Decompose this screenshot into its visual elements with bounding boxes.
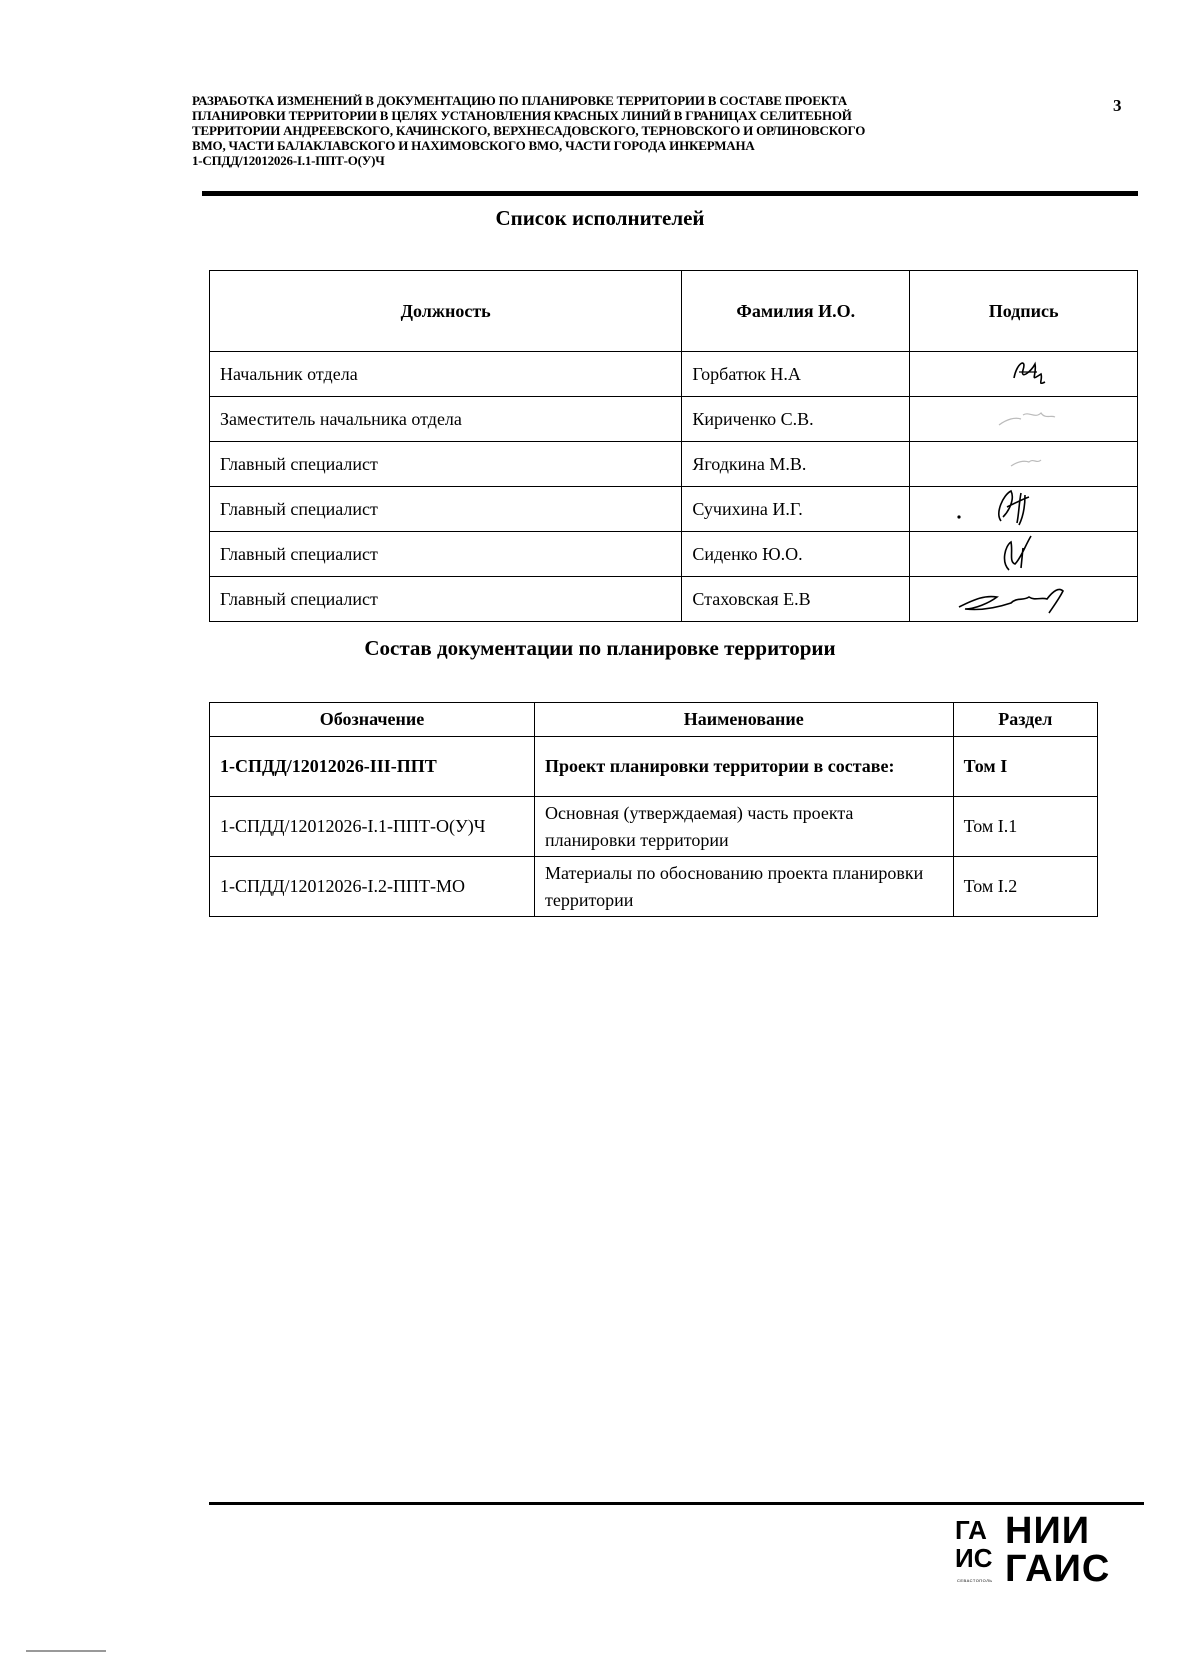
table-row	[210, 532, 1138, 577]
signature-cell	[910, 487, 1138, 532]
name-cell: Сучихина И.Г.	[682, 487, 910, 532]
position-cell: Начальник отдела	[210, 352, 682, 397]
column-header: Подпись	[910, 271, 1138, 352]
table-row	[210, 797, 1098, 857]
name-cell: Горбатюк Н.А	[682, 352, 910, 397]
logo-line: НИИ	[1005, 1510, 1091, 1552]
position-cell: Главный специалист	[210, 532, 682, 577]
title-cell: Основная (утверждаемая) часть проекта планировки территории	[535, 797, 954, 857]
logo-mark-top: ГА	[955, 1515, 987, 1545]
header-divider	[202, 191, 1138, 196]
page-number: 3	[1113, 96, 1122, 115]
footer-divider	[209, 1502, 1144, 1505]
executors-title: Список исполнителей	[495, 206, 705, 230]
code-cell: 1-СПДД/12012026-I.2-ППТ-МО	[210, 857, 535, 917]
position-cell: Заместитель начальника отдела	[210, 397, 682, 442]
documentation-title: Состав документации по планировке территории	[364, 636, 836, 660]
position-cell: Главный специалист	[210, 442, 682, 487]
section-cell: Том I	[953, 737, 1097, 797]
column-header: Наименование	[535, 703, 954, 737]
code-cell: 1-СПДД/12012026-III-ППТ	[210, 737, 535, 797]
name-cell: Ягодкина М.В.	[682, 442, 910, 487]
name-cell: Кириченко С.В.	[682, 397, 910, 442]
table-row	[210, 487, 1138, 532]
header-line: РАЗРАБОТКА ИЗМЕНЕНИЙ В ДОКУМЕНТАЦИЮ ПО ПЛАНИРОВКЕ ТЕРРИТОРИИ В СОСТАВЕ ПРОЕКТА	[192, 93, 847, 108]
logo-mark	[955, 1516, 992, 1572]
signature-image	[919, 442, 1128, 481]
column-header: Фамилия И.О.	[682, 271, 910, 352]
document-header	[192, 93, 1072, 168]
logo-mark-bottom: ИС	[955, 1543, 993, 1573]
logo-line: ГАИС	[1005, 1548, 1111, 1590]
company-logo	[955, 1512, 1125, 1594]
logo-text	[1005, 1512, 1110, 1588]
section-cell: Том I.1	[953, 797, 1097, 857]
table-row	[210, 442, 1138, 487]
table-row	[210, 397, 1138, 442]
table-row	[210, 857, 1098, 917]
table-header-row	[210, 271, 1138, 352]
signature-image	[919, 352, 1128, 391]
signature-cell	[910, 442, 1138, 487]
title-cell: Проект планировки территории в составе:	[535, 737, 954, 797]
name-cell: Сиденко Ю.О.	[682, 532, 910, 577]
signature-cell	[910, 532, 1138, 577]
header-line: 1-СПДД/12012026-I.1-ППТ-О(У)Ч	[192, 153, 385, 168]
table-row	[210, 352, 1138, 397]
column-header: Раздел	[953, 703, 1097, 737]
table-row	[210, 577, 1138, 622]
section-cell: Том I.2	[953, 857, 1097, 917]
title-cell: Материалы по обоснованию проекта планировки территории	[535, 857, 954, 917]
header-line: ВМО, ЧАСТИ БАЛАКЛАВСКОГО И НАХИМОВСКОГО ВМО, ЧАСТИ ГОРОДА ИНКЕРМАНА	[192, 138, 755, 153]
signature-cell	[910, 397, 1138, 442]
column-header: Должность	[210, 271, 682, 352]
position-cell: Главный специалист	[210, 487, 682, 532]
signature-image	[919, 397, 1128, 436]
signature-image	[919, 487, 1128, 526]
column-header: Обозначение	[210, 703, 535, 737]
signature-cell	[910, 577, 1138, 622]
position-cell: Главный специалист	[210, 577, 682, 622]
name-cell: Стаховская Е.В	[682, 577, 910, 622]
signature-image	[919, 532, 1128, 571]
signature-cell	[910, 352, 1138, 397]
table-row	[210, 737, 1098, 797]
documentation-table	[209, 702, 1098, 917]
table-header-row	[210, 703, 1098, 737]
executors-table	[209, 270, 1138, 622]
header-line: ТЕРРИТОРИИ АНДРЕЕВСКОГО, КАЧИНСКОГО, ВЕРХНЕСАДОВСКОГО, ТЕРНОВСКОГО И ОРЛИНОВСКОГО	[192, 123, 866, 138]
logo-subtitle: СЕВАСТОПОЛЬ	[957, 1578, 993, 1583]
scan-mark	[26, 1650, 106, 1652]
code-cell: 1-СПДД/12012026-I.1-ППТ-О(У)Ч	[210, 797, 535, 857]
signature-image	[919, 577, 1128, 616]
header-line: ПЛАНИРОВКИ ТЕРРИТОРИИ В ЦЕЛЯХ УСТАНОВЛЕНИЯ КРАСНЫХ ЛИНИЙ В ГРАНИЦАХ СЕЛИТЕБНОЙ	[192, 108, 852, 123]
